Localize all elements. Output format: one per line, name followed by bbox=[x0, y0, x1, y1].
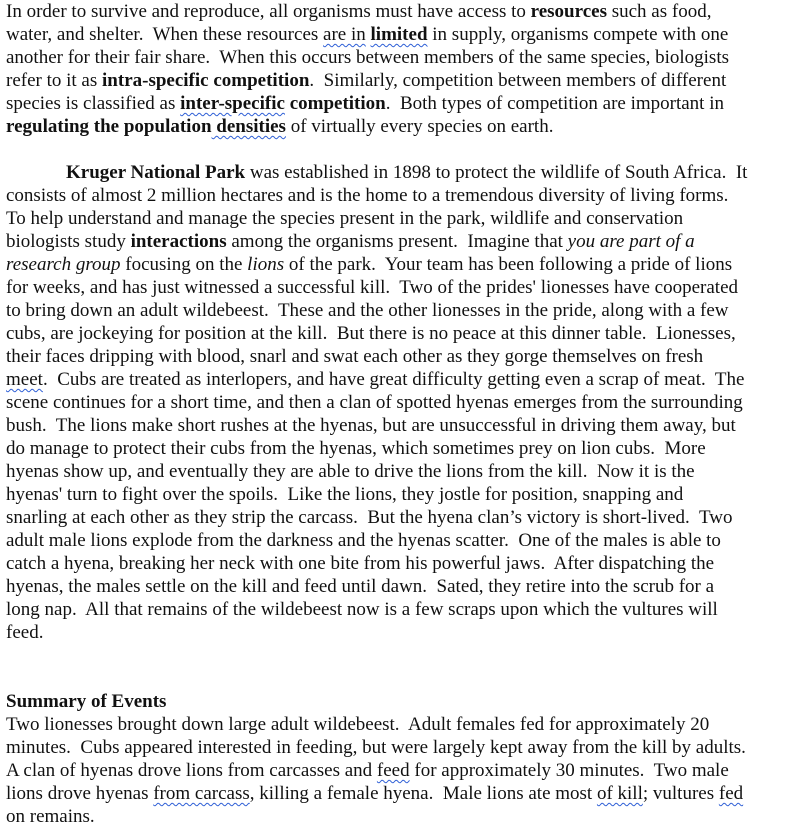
paragraph-2-line-3: To help understand and manage the species present in the park, wildlife and conservation bbox=[6, 208, 684, 229]
paragraph-2-line-6: for weeks, and has just witnessed a successful kill. Two of the prides' lionesses have cooperated bbox=[6, 277, 739, 298]
summary-line-2: minutes. Cubs appeared interested in feeding, but were largely kept away from the kill by adults. bbox=[6, 737, 746, 758]
spellcheck-flag[interactable]: inter-specific bbox=[180, 93, 285, 114]
summary-line-4: lions drove hyenas from carcass, killing a female hyena. Male lions ate most of kill; vultures fed bbox=[6, 783, 744, 804]
paragraph-1-line-5: species is classified as inter-specific competition. Both types of competition are important in bbox=[6, 93, 724, 114]
spellcheck-flag[interactable]: from carcass bbox=[153, 783, 250, 804]
spellcheck-flag[interactable]: fed bbox=[718, 783, 744, 804]
spellcheck-flag[interactable]: meet bbox=[6, 369, 43, 390]
paragraph-1-line-6: regulating the population densities of virtually every species on earth. bbox=[6, 116, 554, 137]
paragraph-2-line-4: biologists study interactions among the organisms present. Imagine that you are part of a bbox=[6, 231, 695, 252]
paragraph-2-line-9: their faces dripping with blood, snarl and swat each other as they gorge themselves on fresh bbox=[6, 346, 704, 367]
spellcheck-flag[interactable]: feed bbox=[376, 760, 410, 781]
paragraph-2-line-20: long nap. All that remains of the wildebeest now is a few scraps upon which the vultures will bbox=[6, 599, 718, 620]
paragraph-1-line-1: In order to survive and reproduce, all organisms must have access to resources such as food, bbox=[6, 1, 712, 22]
paragraph-2-line-19: hyenas, the males settle on the kill and feed until dawn. Sated, they retire into the scrub for a bbox=[6, 576, 715, 597]
paragraph-2-line-2: consists of almost 2 million hectares and is the home to a tremendous diversity of living forms. bbox=[6, 185, 729, 206]
paragraph-1-line-2: water, and shelter. When these resources are in limited in supply, organisms compete with one bbox=[6, 24, 729, 45]
spellcheck-flag[interactable]: are in bbox=[323, 24, 366, 45]
paragraph-2-line-10: meet. Cubs are treated as interlopers, and have great difficulty getting even a scrap of meat. The bbox=[6, 369, 745, 390]
summary-line-5: on remains. bbox=[6, 806, 95, 827]
paragraph-2-line-17: adult male lions explode from the darkness and the hyenas scatter. One of the males is able to bbox=[6, 530, 721, 551]
paragraph-1-line-3: another for their fair share. When this occurs between members of the same species, biologists bbox=[6, 47, 730, 68]
paragraph-2-line-8: cubs, are jockeying for position at the kill. But there is no peace at this dinner table. Lionesses, bbox=[6, 323, 736, 344]
paragraph-2-line-13: do manage to protect their cubs from the hyenas, which sometimes prey on lion cubs. More bbox=[6, 438, 706, 459]
summary-heading: Summary of Events bbox=[6, 691, 167, 712]
paragraph-2-line-16: snarling at each other as they strip the carcass. But the hyena clan’s victory is short-lived. Two bbox=[6, 507, 733, 528]
paragraph-2-line-1: Kruger National Park was established in 1898 to protect the wildlife of South Africa. It bbox=[66, 162, 748, 183]
summary-line-1: Two lionesses brought down large adult wildebeest. Adult females fed for approximately 20 bbox=[6, 714, 710, 735]
spellcheck-flag[interactable]: of kill bbox=[596, 783, 643, 804]
paragraph-1-line-4: refer to it as intra-specific competition. Similarly, competition between members of different bbox=[6, 70, 727, 91]
paragraph-2-line-11: scene continues for a short time, and then a clan of spotted hyenas emerges from the surrounding bbox=[6, 392, 743, 413]
paragraph-2-line-5: research group focusing on the lions of the park. Your team has been following a pride of lions bbox=[6, 254, 733, 275]
summary-line-3: A clan of hyenas drove lions from carcasses and feed for approximately 30 minutes. Two male bbox=[6, 760, 729, 781]
spellcheck-flag[interactable]: limited bbox=[370, 24, 428, 45]
paragraph-2-line-21: feed. bbox=[6, 622, 44, 643]
paragraph-2-line-18: catch a hyena, breaking her neck with one bite from his powerful jaws. After dispatching the bbox=[6, 553, 715, 574]
paragraph-2-line-12: bush. The lions make short rushes at the hyenas, but are unsuccessful in driving them away, but bbox=[6, 415, 736, 436]
paragraph-2-line-7: to bring down an adult wildebeest. These and the other lionesses in the pride, along with a few bbox=[6, 300, 729, 321]
spellcheck-flag[interactable]: densities bbox=[211, 116, 286, 137]
paragraph-2-line-14: hyenas show up, and eventually they are able to drive the lions from the kill. Now it is the bbox=[6, 461, 695, 482]
paragraph-2-line-15: hyenas' turn to fight over the spoils. Like the lions, they jostle for position, snapping and bbox=[6, 484, 684, 505]
